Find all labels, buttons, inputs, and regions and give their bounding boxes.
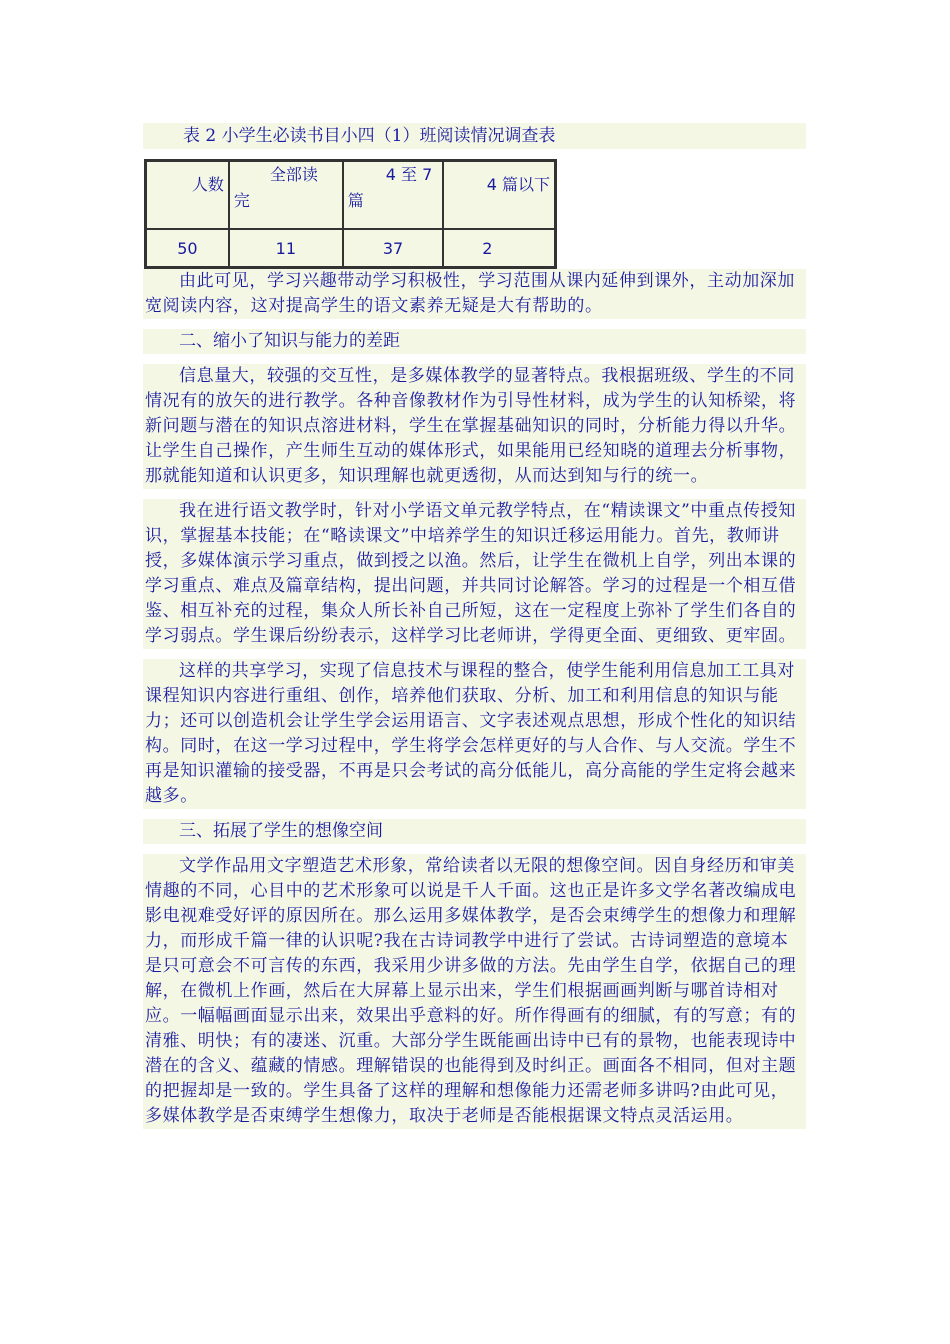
- table-caption: 表 2 小学生必读书目小四（1）班阅读情况调查表: [143, 123, 806, 149]
- spacer: [143, 844, 806, 854]
- table-data-row: [146, 229, 555, 267]
- section-heading-2: 二、缩小了知识与能力的差距: [143, 329, 806, 354]
- spacer: [143, 354, 806, 364]
- header-all-read-line1: 全部读: [269, 165, 318, 184]
- table-header-row: [146, 161, 555, 229]
- paragraph-shared-learning: 这样的共享学习，实现了信息技术与课程的整合，使学生能利用信息加工工具对课程知识内容进行重组、创作，培养他们获取、分析、加工和利用信息的知识与能力；还可以创造机会让学生学会运用语言、文字表述观点思想，形成个性化的知识结构。同时，在这一学习过程中，学生将学会怎样更好的与人合作、与人交流。学生不再是知识灌输的接受器，不再是只会考试的高分低能儿，高分高能的学生定将会越来越多。: [143, 659, 806, 809]
- paragraph-imagination: 文学作品用文字塑造艺术形象，常给读者以无限的想像空间。因自身经历和审美情趣的不同，心目中的艺术形象可以说是千人千面。这也正是许多文学名著改编成电影电视难受好评的原因所在。那么运用多媒体教学，是否会束缚学生的想像力和理解力，而形成千篇一律的认识呢?我在古诗词教学中进行了尝试。古诗词塑造的意境本是只可意会不可言传的东西，我采用少讲多做的方法。先由学生自学，依据自己的理解，在微机上作画，然后在大屏幕上显示出来，学生们根据画画判断与哪首诗相对应。一幅幅画面显示出来，效果出乎意料的好。所作得画有的细腻，有的写意；有的清雅、明快；有的凄迷、沉重。大部分学生既能画出诗中已有的景物，也能表现诗中潜在的含义、蕴藏的情感。理解错误的也能得到及时纠正。画面各不相同，但对主题的把握却是一致的。学生具备了这样的理解和想像能力还需老师多讲吗?由此可见，多媒体教学是否束缚学生想像力，取决于老师是否能根据课文特点灵活运用。: [143, 854, 806, 1129]
- cell-4-to-7: 37: [343, 229, 444, 267]
- paragraph-interactivity: 信息量大，较强的交互性，是多媒体教学的显著特点。我根据班级、学生的不同情况有的放矢的进行教学。各种音像教材作为引导性材料，成为学生的认知桥梁，将新问题与潜在的知识点溶进材料，学生在掌握基础知识的同时，分析能力得以升华。让学生自己操作，产生师生互动的媒体形式，如果能用已经知晓的道理去分析事物，那就能知道和认识更多，知识理解也就更透彻，从而达到知与行的统一。: [143, 364, 806, 489]
- spacer: [143, 809, 806, 819]
- header-all-read: [229, 161, 343, 229]
- header-all-read-line2: 完: [233, 191, 250, 210]
- header-4-to-7: [343, 161, 444, 229]
- header-below-4: 4 篇以下: [443, 161, 555, 229]
- cell-all-read: 11: [229, 229, 343, 267]
- cell-count: 50: [146, 229, 229, 267]
- paragraph-chinese-teaching: 我在进行语文教学时，针对小学语文单元教学特点，在“精读课文”中重点传授知识，掌握基本技能；在“略读课文”中培养学生的知识迁移运用能力。首先，教师讲授，多媒体演示学习重点，做到授之以渔。然后，让学生在微机上自学，列出本课的学习重点、难点及篇章结构，提出问题，并共同讨论解答。学习的过程是一个相互借鉴、相互补充的过程，集众人所长补自己所短，这在一定程度上弥补了学生们各自的学习弱点。学生课后纷纷表示，这样学习比老师讲，学得更全面、更细致、更牢固。: [143, 499, 806, 649]
- document-body: [143, 123, 806, 1129]
- section-heading-3: 三、拓展了学生的想像空间: [143, 819, 806, 844]
- paragraph-conclusion: 由此可见，学习兴趣带动学习积极性，学习范围从课内延伸到课外，主动加深加宽阅读内容，这对提高学生的语文素养无疑是大有帮助的。: [143, 269, 806, 319]
- header-4-to-7-line1: 4 至 7: [385, 165, 433, 184]
- spacer: [143, 649, 806, 659]
- spacer: [143, 319, 806, 329]
- cell-below-4: 2: [443, 229, 555, 267]
- reading-survey-table: [144, 159, 557, 269]
- header-4-to-7-line2: 篇: [347, 191, 364, 210]
- header-count: 人数: [146, 161, 229, 229]
- spacer: [143, 489, 806, 499]
